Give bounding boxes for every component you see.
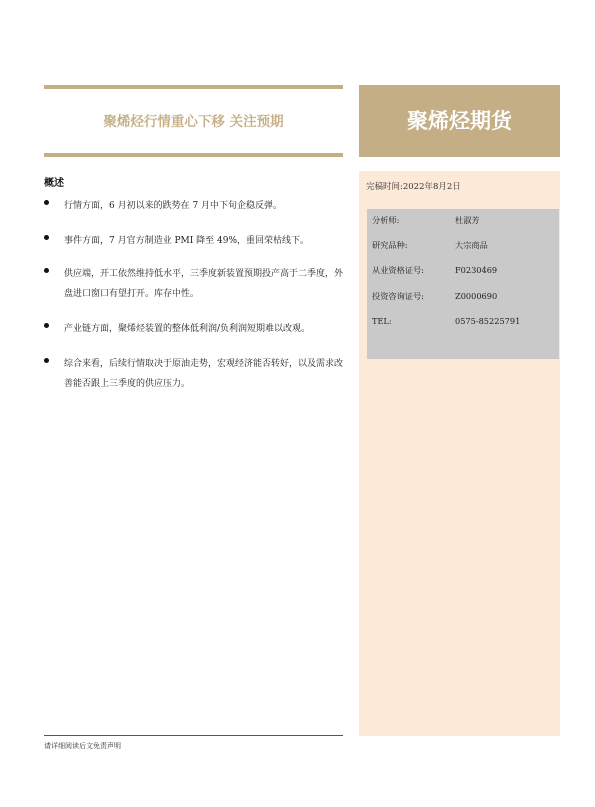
bullet-dot-icon <box>44 235 49 240</box>
footer-rule <box>44 735 343 736</box>
qualification-cert-value: F0230469 <box>455 265 498 275</box>
research-variety-value: 大宗商品 <box>455 240 488 250</box>
bullet-dot-icon <box>44 268 49 273</box>
bullet-text: 供应端，开工依然维持低水平，三季度新装置预期投产高于二季度，外盘进口窗口有望打开。库存中性。 <box>64 269 344 299</box>
tel-label: TEL: <box>372 316 392 326</box>
brand-title: 聚烯烃期货 <box>407 109 512 133</box>
consulting-cert-label: 投资咨询证号: <box>372 291 424 301</box>
consulting-cert-value: Z0000690 <box>455 291 498 301</box>
report-title: 聚烯烃行情重心下移 关注预期 <box>103 114 284 130</box>
brand-banner <box>359 85 560 157</box>
bullet-text: 行情方面，6 月初以来的跌势在 7 月中下旬企稳反弹。 <box>64 201 283 211</box>
research-variety-label: 研究品种: <box>372 240 408 250</box>
bullet-dot-icon <box>44 323 49 328</box>
analyst-value: 杜淑芳 <box>455 215 480 225</box>
bullet-dot-icon <box>44 200 49 205</box>
bullet-dot-icon <box>44 358 49 363</box>
title-top-rule <box>44 85 343 89</box>
analyst-label: 分析师: <box>372 215 400 225</box>
qualification-cert-label: 从业资格证号: <box>372 265 424 275</box>
completion-date: 完稿时间:2022年8月2日 <box>366 182 461 192</box>
bullet-text: 事件方面，7 月官方制造业 PMI 降至 49%，重回荣枯线下。 <box>64 236 310 246</box>
bullet-text: 产业链方面，聚烯烃装置的整体低利润/负利润短期难以改观。 <box>64 324 311 334</box>
title-bottom-rule <box>44 153 343 157</box>
tel-value: 0575-85225791 <box>455 316 521 326</box>
bullet-text: 综合来看，后续行情取决于原油走势，宏观经济能否转好，以及需求改善能否跟上三季度的供应压力。 <box>64 359 344 389</box>
analyst-info-box <box>367 209 559 359</box>
footer-disclaimer: 请详细阅读后文免责声明 <box>44 742 121 750</box>
summary-heading: 概述 <box>44 178 64 189</box>
